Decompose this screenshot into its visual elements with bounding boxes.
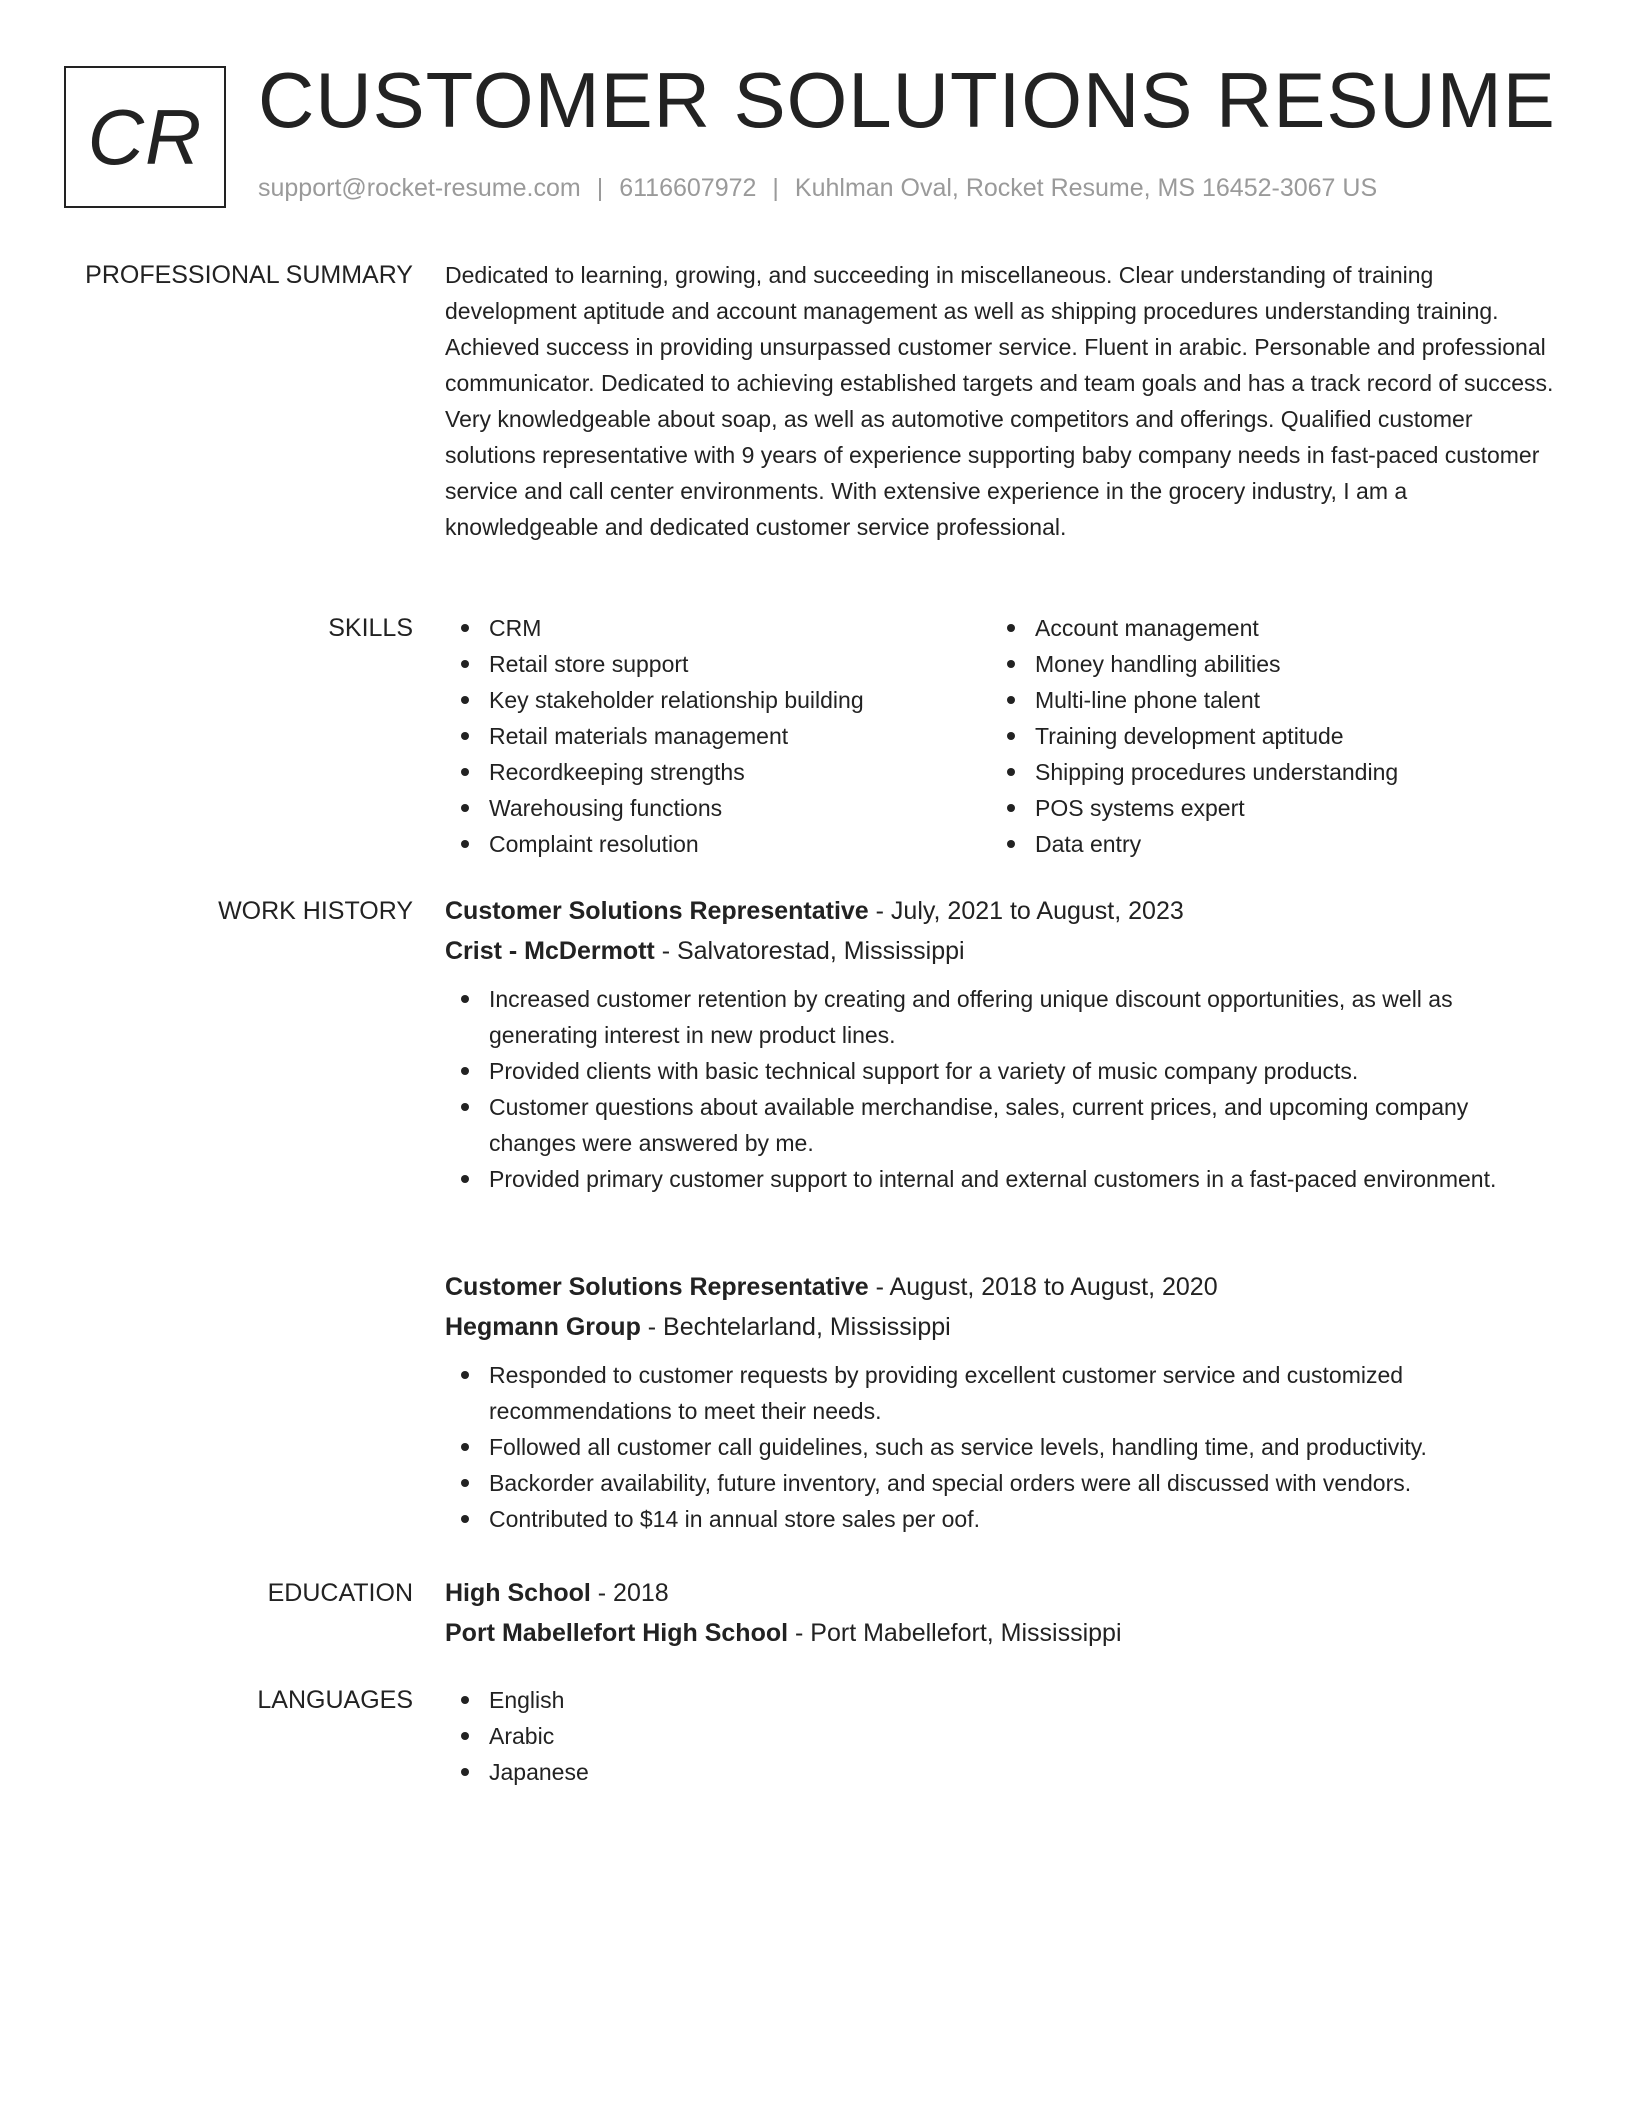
languages-list xyxy=(445,1682,1555,1790)
resume-title: CUSTOMER SOLUTIONS RESUME xyxy=(258,56,1556,144)
education-location: - Port Mabellefort, Mississippi xyxy=(788,1619,1122,1647)
contact-separator: | xyxy=(772,174,779,202)
job-location: - Salvatorestad, Mississippi xyxy=(654,937,965,965)
job-bullet: Responded to customer requests by providing excellent customer service and customized recommendations to meet their needs. xyxy=(445,1357,1555,1429)
job-title: Customer Solutions Representative xyxy=(445,897,869,925)
education-year: - 2018 xyxy=(590,1579,669,1607)
job-bullet: Backorder availability, future inventory, and special orders were all discussed with vendors. xyxy=(445,1465,1555,1501)
job-bullet: Increased customer retention by creating and offering unique discount opportunities, as well as generating interest in new product lines. xyxy=(445,981,1555,1053)
skill-item: Multi-line phone talent xyxy=(991,682,1537,718)
skill-item: Recordkeeping strengths xyxy=(445,754,991,790)
section-heading-education: EDUCATION xyxy=(267,1579,413,1607)
contact-email[interactable]: support@rocket-resume.com xyxy=(258,174,581,202)
job-dates: - July, 2021 to August, 2023 xyxy=(868,897,1184,925)
job-company-line xyxy=(445,931,1555,971)
education-degree-line xyxy=(445,1573,1555,1613)
job-title-line xyxy=(445,1267,1555,1307)
skill-item: Key stakeholder relationship building xyxy=(445,682,991,718)
education-degree: High School xyxy=(445,1579,591,1607)
language-item: English xyxy=(445,1682,1555,1718)
job-company: Hegmann Group xyxy=(445,1313,641,1341)
skill-item: Shipping procedures understanding xyxy=(991,754,1537,790)
job-company-line xyxy=(445,1307,1555,1347)
job-bullet: Followed all customer call guidelines, such as service levels, handling time, and productivity. xyxy=(445,1429,1555,1465)
skill-item: Training development aptitude xyxy=(991,718,1537,754)
job-bullets xyxy=(445,1357,1555,1537)
job-bullet: Provided primary customer support to internal and external customers in a fast-paced environment. xyxy=(445,1161,1555,1197)
education-school-line xyxy=(445,1613,1555,1653)
skill-item: CRM xyxy=(445,610,991,646)
job-title: Customer Solutions Representative xyxy=(445,1273,869,1301)
skill-item: Complaint resolution xyxy=(445,826,991,862)
job-entry xyxy=(445,1267,1555,1537)
monogram-text: CR xyxy=(87,92,203,181)
contact-address: Kuhlman Oval, Rocket Resume, MS 16452-3067 US xyxy=(794,174,1378,202)
contact-line xyxy=(258,174,1377,203)
language-item: Japanese xyxy=(445,1754,1555,1790)
job-dates: - August, 2018 to August, 2020 xyxy=(868,1273,1218,1301)
job-bullet: Customer questions about available merchandise, sales, current prices, and upcoming company changes were answered by me. xyxy=(445,1089,1555,1161)
section-heading-work: WORK HISTORY xyxy=(218,897,413,925)
skill-item: POS systems expert xyxy=(991,790,1537,826)
section-heading-languages: LANGUAGES xyxy=(257,1686,413,1714)
skills-list-left xyxy=(445,610,991,862)
skill-item: Retail materials management xyxy=(445,718,991,754)
summary-paragraph: Dedicated to learning, growing, and succeeding in miscellaneous. Clear understanding of training development aptitude and account management as well as shipping procedures understanding training. Achieved success in providing unsurpassed customer service. Fluent in arabic. Personable and professional communicator. Dedicated to achieving established targets and team goals and has a track record of success. Very knowledgeable about soap, as well as automotive competitors and offerings. Qualified customer solutions representative with 9 years of experience supporting baby company needs in fast-paced customer service and call center environments. With extensive experience in the grocery industry, I am a knowledgeable and dedicated customer service professional. xyxy=(445,262,1554,540)
section-heading-summary: PROFESSIONAL SUMMARY xyxy=(85,261,413,289)
skills-list-right xyxy=(991,610,1537,862)
education-school: Port Mabellefort High School xyxy=(445,1619,789,1647)
job-bullets xyxy=(445,981,1555,1197)
skill-item: Data entry xyxy=(991,826,1537,862)
section-heading-skills: SKILLS xyxy=(328,614,413,642)
monogram-badge xyxy=(64,66,226,208)
job-location: - Bechtelarland, Mississippi xyxy=(640,1313,951,1341)
skill-item: Account management xyxy=(991,610,1537,646)
job-bullet: Contributed to $14 in annual store sales per oof. xyxy=(445,1501,1555,1537)
job-entry xyxy=(445,891,1555,1197)
contact-phone[interactable]: 6116607972 xyxy=(619,174,757,202)
skill-item: Warehousing functions xyxy=(445,790,991,826)
job-bullet: Provided clients with basic technical support for a variety of music company products. xyxy=(445,1053,1555,1089)
job-company: Crist - McDermott xyxy=(445,937,655,965)
skill-item: Money handling abilities xyxy=(991,646,1537,682)
skill-item: Retail store support xyxy=(445,646,991,682)
contact-separator: | xyxy=(596,174,604,202)
language-item: Arabic xyxy=(445,1718,1555,1754)
job-title-line xyxy=(445,891,1555,931)
